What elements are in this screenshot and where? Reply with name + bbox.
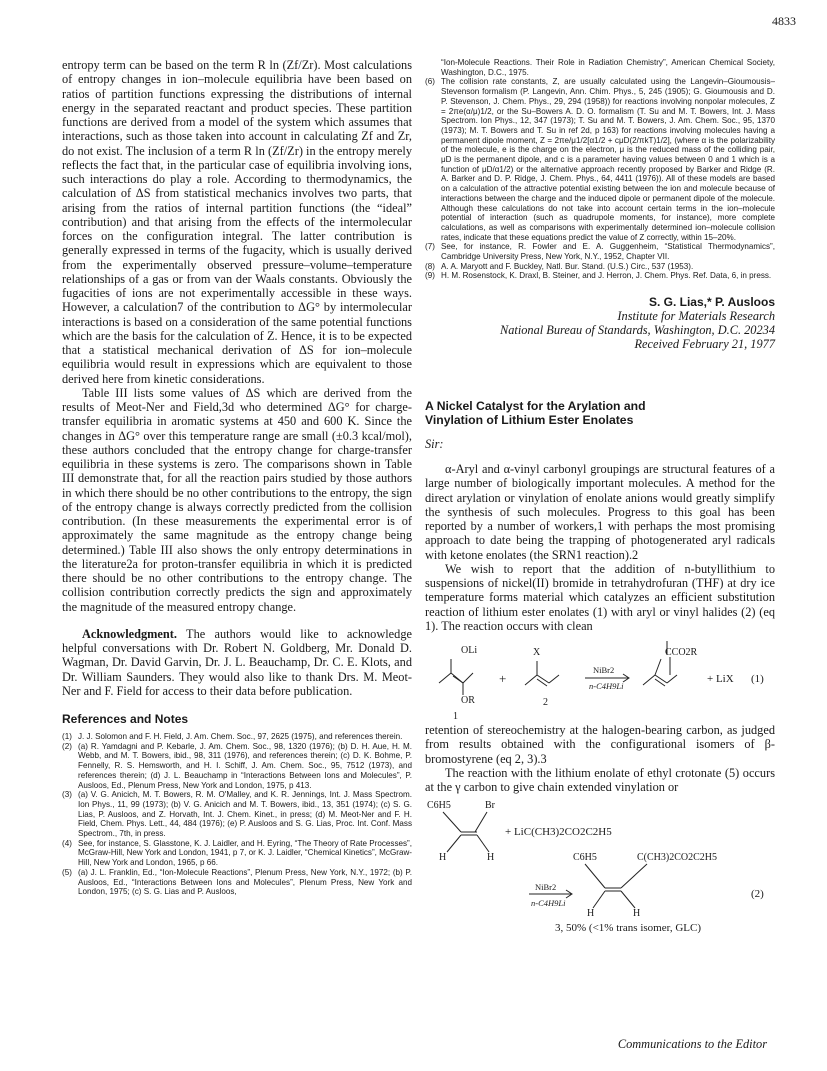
equation-2 (425, 794, 775, 934)
eq2-reagent: + LiC(CH3)2CO2C2H5 (505, 826, 612, 839)
eq2-product-h2: H (633, 908, 641, 920)
reference-item: (8) A. A. Maryott and F. Buckley, Natl. Bur. Stand. (U.S.) Circ., 537 (1953). (425, 261, 694, 271)
acknowledgment-text: The authors would like to acknowledge helpful conversations with Dr. Robert N. Goldberg, Mr. Donald D. Wagman, Dr. David Garvin, Dr. J. L. Beauchamp, Dr. C. E. Klots, and Dr. William Saunders. They would also like to thank Drs. M. Meot-Ner and F. Field for access to their data before publication. (62, 626, 412, 698)
eq2-product-h1: H (587, 908, 595, 920)
reference-item: (4) See, for instance, S. Glasstone, K. J. Laidler, and H. Eyring, “The Theory of Rate Processes”, McGraw-Hill, New York and London, 1941, p 7, or K. J. Laidler, “Chemical Kinetics”, McGraw-Hill, New York and London, 1965, p 66. (62, 838, 412, 868)
affiliation-line: Institute for Materials Research (617, 309, 775, 324)
page-footer: Communications to the Editor (617, 1037, 767, 1051)
eq1-compound-1: 1 (453, 711, 458, 723)
eq1-byproduct: + LiX (707, 673, 734, 686)
references-list-continued (425, 58, 775, 281)
eq2-h1: H (439, 852, 447, 864)
body-paragraph: retention of stereochemistry at the halogen-bearing carbon, as judged from results obtained with the configurational isomers of β-bromostyrene (eq 2, 3).3 (425, 723, 775, 766)
eq2-br: Br (485, 800, 495, 812)
authors: S. G. Lias,* P. Ausloos (648, 295, 775, 310)
eq1-reagent-bottom: n-C4H9Li (589, 681, 624, 692)
eq2-label: (2) (751, 888, 764, 901)
body-paragraph: We wish to report that the addition of n-butyllithium to suspensions of nickel(II) bromide in tetrahydrofuran (THF) at dry ice temperature forms material which catalyzes an efficient substitution reaction of lithium ester enolates (1) with aryl or vinyl halides (2) (eq 1). The reaction occurs with clean (425, 561, 775, 633)
eq1-oli: OLi (461, 645, 478, 657)
eq2-reagent-top: NiBr2 (535, 882, 557, 893)
article-title: Vinylation of Lithium Ester Enolates (425, 413, 634, 428)
page-number: 4833 (772, 14, 796, 28)
eq1-or: OR (461, 695, 475, 707)
eq2-product-c6h5: C6H5 (573, 852, 597, 864)
reference-item: (6) The collision rate constants, Z, are usually calculated using the Langevin–Gioumousis–Stevenson formalism (P. Langevin, Ann. Chim. Phys., 5, 245 (1905); G. Gioumousis and D. P. Stevenson, J. Chem. Phys., 29, 294 (1958)) for reactions involving nonpolar molecules, Z = 2πe(α/μ)1/2, or the Su–Bowers A. D. O. formalism (T. Su and M. T. Bowers, Int. J. Mass Spectrom. Ion Phys., 12, 347 (1973); T. Su and M. T. Bowers, J. Am. Chem. Soc., 95, 1370 (1973); M. T. Bowers and T. Su in ref 2d, p 163) for reactions involving molecules having a permanent dipole moment, Z = 2πe/μ1/2[α1/2 + cμD(2/πkT)1/2], (where α is the polarizability of the molecule, e is the charge on the electron, μ is the reduced mass of the colliding pair, μD is the permanent dipole, and c is a parameter having values between 0 and 1 which is a function of μD/α1/2) or the alternative approach recently proposed by Barker and Ridge (R. A. Barker and D. P. Ridge, J. Chem. Phys., 64, 4411 (1976)). All of these models are based on a calculation of the attractive potential existing between the ion and molecule because of interactions between the charge and the induced dipole or permanent dipole of the molecule. Although these calculations do not take into account certain terms in the ion–molecule potential of interaction (such as quadrupole moments, for instance), more complete calculations, as well as comparisons with experimentally determined ion–molecule collision rates, indicate that these equations predict the value of Z correctly, within 15–20%. (425, 77, 775, 242)
body-paragraph: entropy term can be based on the term R ln (Zf/Zr). Most calculations of entropy changes in ion–molecule equilibria have been based on ratios of partition functions expressing the distributions of internal energy in the separated reactant and product species. These partition functions are derived from a model of the system which assumes that interactions, such as those taken into account in calculating Zf and Zr, do not exist. The inclusion of a term R ln (Zf/Zr) in the entropy merely reflects the fact that, in the particular case of equilibria involving ions, such interactions do play a role. According to thermodynamics, the calculation of ΔS from statistical mechanics involves two parts, that arising from the ratios of internal partition functions (the “ideal” contribution) and that arising from the effects of the intermolecular forces on the configuration integral. The latter contribution is generally expressed in terms of the fugacity, which is usually derived from the experimentally observed pressure–volume–temperature relationships of a gas or from van der Waals constants. Obviously the fugacities of ions are not experimentally accessible in these ways. However, a calculation7 of the contribution to ΔG° by intermolecular interactions is based on a consideration of the same potential functions which are the basis for the calculation of Z. Hence, it is to be expected that a statistical mechanical derivation of ΔS for ion–molecule equilibria would result in expressions which are equivalent to those derived here from kinetic considerations. (62, 58, 412, 386)
reference-item: “Ion-Molecule Reactions. Their Role in Radiation Chemistry”, American Chemical Society, Washington, D.C., 1975. (441, 58, 775, 77)
eq2-c6h5: C6H5 (427, 800, 451, 812)
received-date: Received February 21, 1977 (634, 337, 775, 352)
eq2-reagent-bottom: n-C4H9Li (531, 898, 566, 909)
eq1-compound-2: 2 (543, 697, 548, 709)
affiliation-line: National Bureau of Standards, Washington, D.C. 20234 (499, 323, 775, 338)
salutation: Sir: (425, 437, 444, 452)
body-paragraph: α-Aryl and α-vinyl carbonyl groupings are structural features of a large number of biologically important molecules. A method for the direct arylation or vinylation of enolate anions would greatly simplify the synthesis of such molecules. Progress to this goal has been reported by a number of workers,1 with perhaps the most promising approach to date being the trapping of photogenerated aryl radicals with ketone enolates (the SRN1 reaction).2 (425, 462, 775, 562)
reference-item: (9) H. M. Rosenstock, K. Draxl, B. Steiner, and J. Herron, J. Chem. Phys. Ref. Data, 6, in press. (425, 271, 772, 281)
body-paragraph: The reaction with the lithium enolate of ethyl crotonate (5) occurs at the γ carbon to give chain extended vinylation or (425, 765, 775, 795)
eq1-x: X (533, 647, 541, 659)
eq2-product-substituent: C(CH3)2CO2C2H5 (637, 852, 718, 864)
references-heading: References and Notes (62, 712, 189, 726)
article-title: A Nickel Catalyst for the Arylation and (425, 399, 646, 414)
acknowledgment (62, 627, 412, 698)
reference-item: (2) (a) R. Yamdagni and P. Kebarle, J. Am. Chem. Soc., 98, 1320 (1976); (b) D. H. Aue, H. M. Webb, and M. T. Bowers, ibid., 98, 311 (1976), and references therein; (c) D. K. Bohme, P. Fennelly, R. S. Hemsworth, and H. I. Schiff, J. Am. Chem. Soc., 95, 7512 (1973), and references therein; (d) J. L. Beauchamp in “Interactions Between Ions and Molecules”, P. Ausloos, Ed., Plenum Press, New York and London, 1975, p 413. (62, 741, 412, 790)
acknowledgment-label: Acknowledgment. (82, 626, 177, 641)
reference-item: (7) See, for instance, R. Fowler and E. A. Guggenheim, “Statistical Thermodynamics”, Cambridge University Press, New York, N.Y., 1952, Chapter VII. (425, 242, 775, 262)
reference-item: (5) (a) J. L. Franklin, Ed., “Ion-Molecule Reactions”, Plenum Press, New York, N.Y., 1972; (b) P. Ausloos, Ed., “Interactions Between Ions and Molecules”, Plenum Press, New York and London, 1975; (c) S. G. Lias and P. Ausloos, (62, 867, 412, 897)
reference-item: (3) (a) V. G. Anicich, M. T. Bowers, R. M. O'Malley, and K. R. Jennings, Int. J. Mass Spectrom. Ion Phys., 11, 99 (1973); (b) V. G. Anicich and M. T. Bowers, ibid., 13, 351 (1974); (c) S. G. Lias, P. Ausloos, and Z. Horvath, Int. J. Chem. Kinet., in press; (d) M. Meot-Ner and F. H. Field, Chem. Phys. Lett., 44, 484 (1976); (e) P. Ausloos and S. G. Lias, Proc. Int. Conf. Mass Spectrom., 7th, in press. (62, 790, 412, 839)
eq1-plus: + (499, 671, 507, 687)
body-paragraph: Table III lists some values of ΔS which are derived from the results of Meot-Ner and Field,3d who determined ΔG° for charge-transfer equilibria in aromatic systems at 450 and 600 K. Since the changes in ΔG° over this temperature range are small (±0.3 kcal/mol), these authors concluded that the entropy change for charge-transfer equilibria in these systems is zero. The comparisons shown in Table III demonstrate that, for all the reaction pairs studied by those authors in which there should be no other contributions to the entropy, the sign of the entropy change is always correctly predicted from the collision contribution. (In these measurements the experimental error is of approximately the same magnitude as the entropy change being determined.) Table III also shows the only entropy determinations in the literature2a for proton-transfer equilibria in which it is predicted there should be no other contributions to the entropy change. The collision contribution correctly predicts the sign and approximately the magnitude of the measured entropy change. (62, 385, 412, 614)
reference-item: (1) J. J. Solomon and F. H. Field, J. Am. Chem. Soc., 97, 2625 (1975), and references therein. (62, 732, 403, 741)
eq2-h2: H (487, 852, 495, 864)
eq1-reagent-top: NiBr2 (593, 665, 615, 676)
equation-2-structures (425, 794, 775, 934)
eq1-product: CCO2R (665, 647, 698, 659)
right-column (425, 58, 775, 934)
eq1-label: (1) (751, 673, 764, 686)
eq2-yield: 3, 50% (<1% trans isomer, GLC) (555, 922, 701, 935)
left-column (62, 58, 412, 897)
references-list (62, 732, 412, 897)
equation-1 (425, 633, 775, 721)
